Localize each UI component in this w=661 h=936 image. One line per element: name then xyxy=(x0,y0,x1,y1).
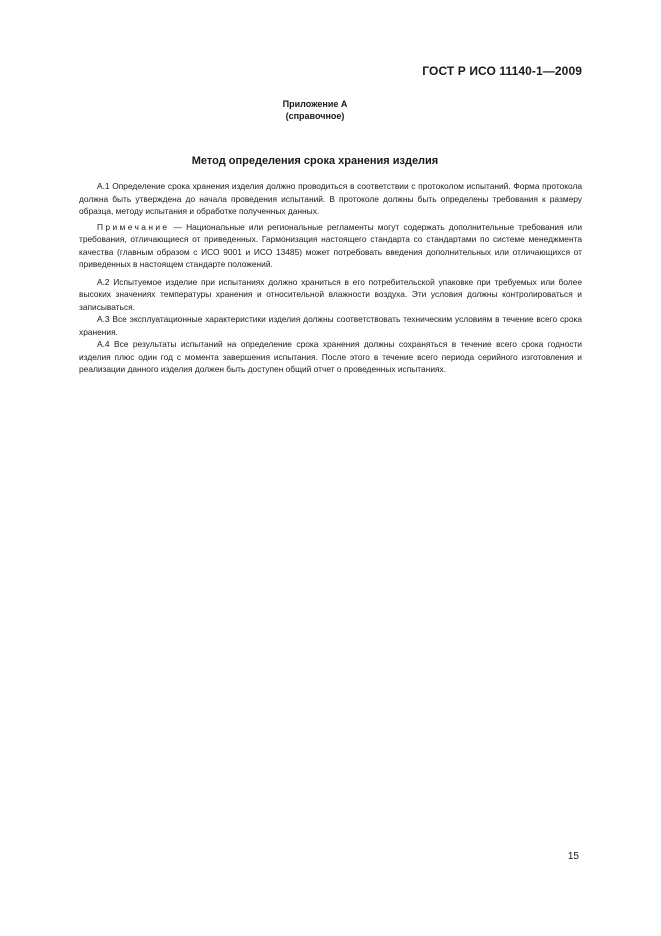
page-number: 15 xyxy=(567,851,579,862)
annex-subtitle: (справочное) xyxy=(285,111,345,121)
note-paragraph xyxy=(79,221,582,271)
paragraph-a1: А.1 Определение срока хранения изделия должно проводиться в соответствии с протоколом испытаний. Форма протокола должна быть утверждена до начала проведения испытаний. В протоколе должны быть определены требования к размеру образца, методу испытания и обработке полученных данных. xyxy=(79,181,582,216)
note-text: — Национальные или региональные регламенты могут содержать дополнительные требования или требования, отличающиеся от приведенных. Гармонизация настоящего стандарта со стандартами по системе менеджмента качества (главным образом с ИСО 9001 и ИСО 13485) может потребовать введения дополнительных или отличающихся от приведенных в настоящем стандарте положений. xyxy=(79,221,582,269)
paragraph-a2: А.2 Испытуемое изделие при испытаниях должно храниться в его потребительской упаковке при требуемых или более высоких значениях температуры хранения и относительной влажности воздуха. Эти условия должны контролироваться и записываться. xyxy=(79,276,582,312)
paragraph-a3: А.3 Все эксплуатационные характеристики изделия должны соответствовать техническим условиям в течение всего срока хранения. xyxy=(79,314,582,337)
annex-title: Приложение А xyxy=(282,99,348,109)
paragraph-a4: А.4 Все результаты испытаний на определение срока хранения должны сохраняться в течение всего срока годности изделия плюс один год с момента завершения испытания. После этого в течение всего периода серийного изготовления и реализации данного изделия должен быть доступен общий отчет о проведенных испытаниях. xyxy=(79,339,582,374)
section-title: Метод определения срока хранения изделия xyxy=(191,155,439,167)
annex-heading xyxy=(0,98,630,122)
note-label: Примечание xyxy=(97,221,170,232)
document-code: ГОСТ Р ИСО 11140-1—2009 xyxy=(422,64,582,78)
document-body xyxy=(79,180,582,376)
